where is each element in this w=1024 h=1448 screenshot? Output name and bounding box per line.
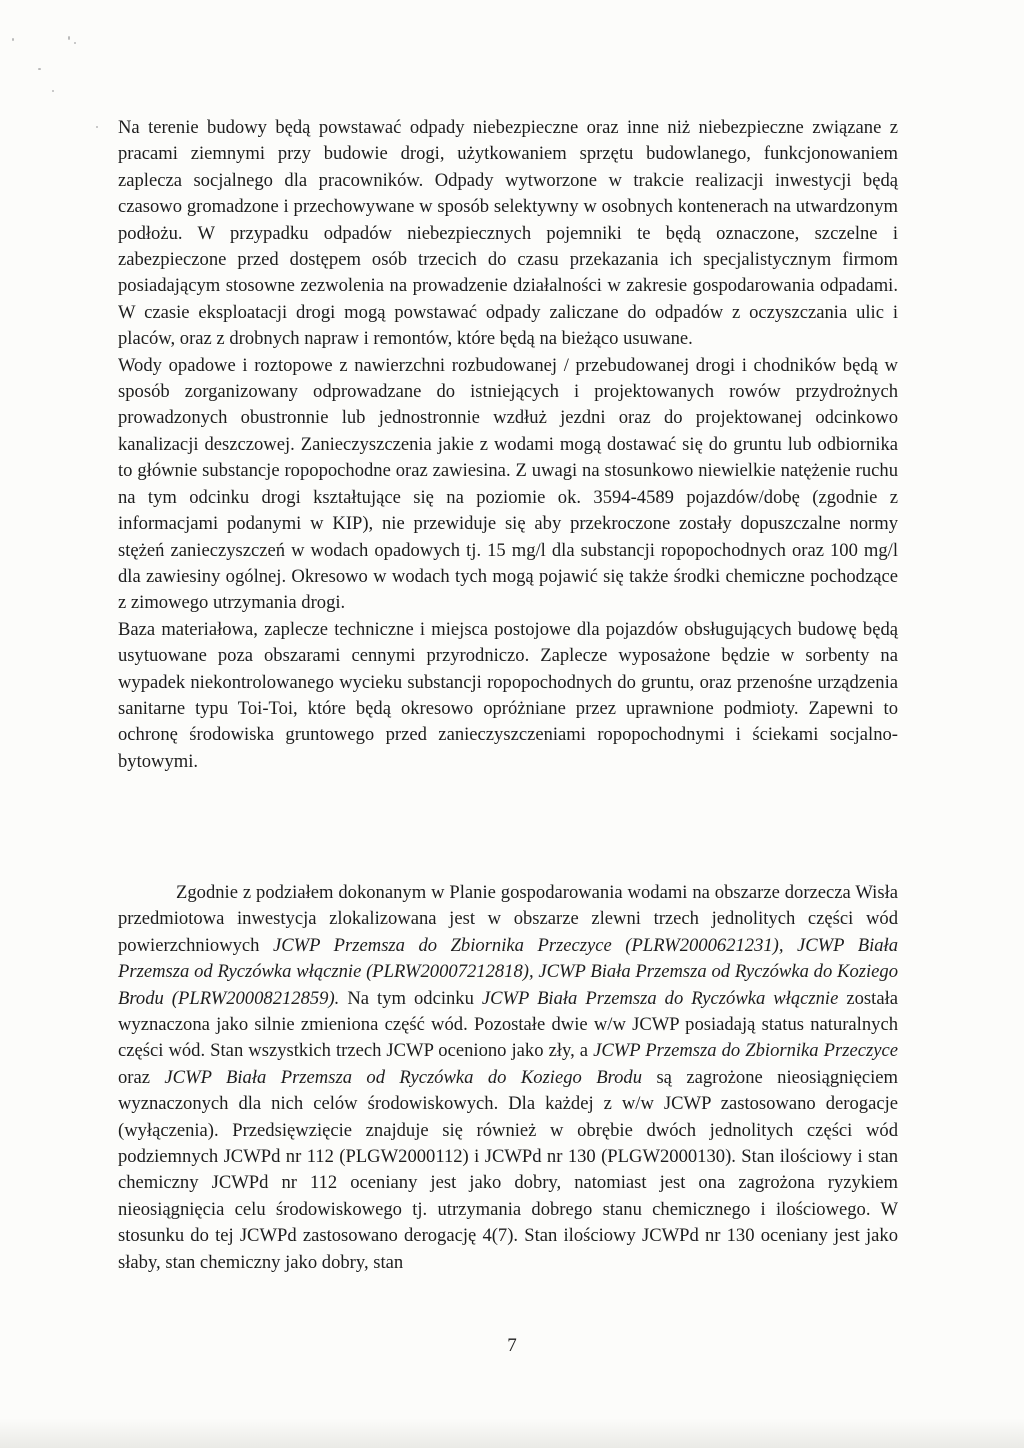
italic-run: JCWP Biała Przemsza do Ryczówka włącznie bbox=[481, 987, 839, 1009]
scan-speck bbox=[74, 42, 76, 44]
scan-speck bbox=[68, 36, 70, 40]
paragraph-rainwater: Wody opadowe i roztopowe z nawierzchni rozbudowanej / przebudowanej drogi i chodników będą w sposób zorganizowany odprowadzane do istniejących i projektowanych rowów przydrożnych prowadzonych obustronnie lub jednostronnie wzdłuż jezdni oraz do projektowanej odcinkowo kanalizacji deszczowej. Zanieczyszczenia jakie z wodami mogą dostawać się do gruntu lub odbiornika to głównie substancje ropopochodne oraz zawiesina. Z uwagi na stosunkowo niewielkie natężenie ruchu na tym odcinku drogi kształtujące się na poziomie ok. 3594-4589 pojazdów/dobę (zgodnie z informacjami podanymi w KIP), nie przewiduje się aby przekroczone zostały dopuszczalne normy stężeń zanieczyszczeń w wodach opadowych tj. 15 mg/l dla substancji ropopochodnych oraz 100 mg/l dla zawiesiny ogólnej. Okresowo w wodach tych mogą pojawić się także środki chemiczne pochodzące z zimowego utrzymania drogi. bbox=[118, 354, 898, 614]
scan-bottom-edge bbox=[0, 1418, 1024, 1448]
body-text-top bbox=[118, 115, 898, 775]
page-number: 7 bbox=[507, 1335, 517, 1356]
text-run: Na tym odcinku bbox=[339, 987, 482, 1009]
paragraph-water-bodies bbox=[118, 880, 898, 1276]
body-text-bottom bbox=[118, 880, 898, 1276]
text-run: została wyznaczona jako silnie zmieniona część wód. Pozostałe dwie w/w JCWP posiadają status naturalnych części wód. Stan wszystkich trzech JCWP oceniono jako zły, a bbox=[118, 987, 898, 1062]
text-run: są zagrożone nieosiągnięciem wyznaczonych dla nich celów środowiskowych. Dla każdej z w/w JCWP zastosowano derogacje (wyłączenia). Przedsięwzięcie znajduje się również w obrębie dwóch jednolitych części wód podziemnych JCWPd nr 112 (PLGW2000112) i JCWPd nr 130 (PLGW2000130). Stan ilościowy i stan chemiczny JCWPd nr 112 oceniany jest jako dobry, natomiast jest ona zagrożona ryzykiem nieosiągnięcia celu środowiskowego tj. utrzymania dobrego stanu chemicznego i ilościowego. W stosunku do tej JCWPd zastosowano derogację 4(7). Stan ilościowy JCWPd nr 130 oceniany jest jako słaby, stan chemiczny jako dobry, stan bbox=[118, 1066, 898, 1273]
paragraph-construction-base: Baza materiałowa, zaplecze techniczne i miejsca postojowe dla pojazdów obsługujących budowę będą usytuowane poza obszarami cennymi przyrodniczo. Zaplecze wyposażone będzie w sorbenty na wypadek niekontrolowanego wycieku substancji ropopochodnych do gruntu, oraz przenośne urządzenia sanitarne typu Toi-Toi, które będą okresowo opróżniane przez uprawnione podmioty. Zapewni to ochronę środowiska gruntowego przed zanieczyszczeniami ropopochodnymi i ściekami socjalno-bytowymi. bbox=[118, 618, 898, 772]
scan-speck bbox=[38, 68, 41, 70]
italic-run: JCWP Przemsza do Zbiornika Przeczyce bbox=[593, 1040, 898, 1062]
scan-speck bbox=[52, 90, 54, 92]
paragraph-waste: Na terenie budowy będą powstawać odpady niebezpieczne oraz inne niż niebezpieczne związane z pracami ziemnymi przy budowie drogi, użytkowaniem sprzętu budowlanego, funkcjonowaniem zaplecza socjalnego dla pracowników. Odpady wytworzone w trakcie realizacji inwestycji będą czasowo gromadzone i przechowywane w sposób selektywny w osobnych kontenerach na utwardzonym podłożu. W przypadku odpadów niebezpiecznych pojemniki te będą oznaczone, szczelne i zabezpieczone przed dostępem osób trzecich do czasu przekazania ich specjalistycznym firmom posiadającym stosowne zezwolenia na prowadzenie działalności w zakresie gospodarowania odpadami. W czasie eksploatacji drogi mogą powstawać odpady zaliczane do odpadów z oczyszczania ulic i placów, oraz z drobnych napraw i remontów, które będą na bieżąco usuwane. bbox=[118, 117, 898, 350]
italic-run: JCWP Biała Przemsza od Ryczówka do Koziego Brodu bbox=[164, 1066, 643, 1088]
scan-speck bbox=[12, 38, 14, 41]
text-run: oraz bbox=[118, 1066, 165, 1088]
text-run: Zgodnie z podziałem dokonanym w Planie gospodarowania wodami na obszarze dorzecza Wisła przedmiotowa inwestycja zlokalizowana jest w obszarze zlewni trzech jednolitych części wód powierzchniowych bbox=[118, 882, 898, 956]
italic-run: JCWP Przemsza do Zbiornika Przeczyce (PLRW2000621231), JCWP Biała Przemsza od Ryczówka włącznie (PLRW20007212818), JCWP Biała Przemsza od Ryczówka do Koziego Brodu (PLRW20008212859). bbox=[118, 934, 898, 1009]
scan-speck bbox=[96, 126, 98, 128]
